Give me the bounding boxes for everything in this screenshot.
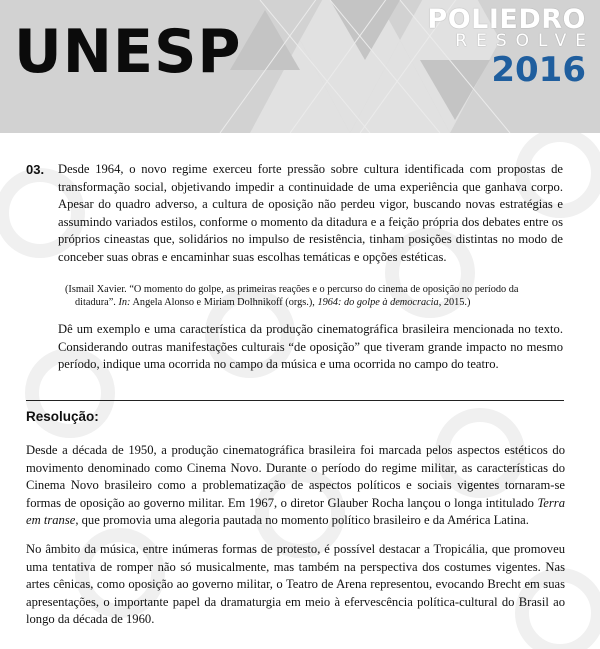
- citation-book-title: 1964: do golpe à democracia: [317, 297, 439, 309]
- page-header: [0, 0, 600, 133]
- brand-logo: [427, 4, 595, 90]
- resolution-paragraph-1: Desde a década de 1950, a produção cinematográfica brasileira foi marcada pelos aspectos estéticos do movimento denominado como Cinema Novo. Durante o período do regime militar, as características do Cinema Novo brasileiro como a problematização de aspectos políticos e sociais vigentes tornaram-se formas de oposição ao governo militar. Em 1967, o diretor Glauber Rocha lançou o longa intitulado Terra em transe, que promovia uma alegoria pautada no momento político brasileiro e da América Latina.: [26, 443, 565, 528]
- exam-title: UNESP: [14, 17, 242, 87]
- exam-year: 2016: [491, 50, 586, 90]
- brand-subtitle: RESOLVE: [455, 31, 595, 51]
- resolution-title: Resolução:: [26, 409, 99, 424]
- citation-line-1: (Ismail Xavier. “O momento do golpe, as primeiras reações e o percurso do cinema de oposição no período da: [65, 284, 519, 295]
- citation-line-2: ditadura”. In: Angela Alonso e Miriam Dolhnikoff (orgs.), 1964: do golpe à democracia, 2015.): [75, 297, 471, 309]
- section-divider: [26, 400, 564, 401]
- question-citation: [65, 283, 565, 309]
- question-prompt: Dê um exemplo e uma característica da produção cinematográfica brasileira mencionada no texto. Considerando outras manifestações culturais “de oposição” que tiveram grande impacto no mesmo período, indique uma ocorrida no campo da música e uma ocorrida no campo do teatro.: [58, 322, 563, 372]
- brand-name: POLIEDRO: [427, 4, 586, 35]
- film-title: Terra em transe: [26, 495, 565, 528]
- resolution-paragraph-2: No âmbito da música, entre inúmeras formas de protesto, é possível destacar a Tropicália, que promoveu uma tentativa de romper não só musicalmente, mas também na perspectiva dos costumes vigentes. Nas artes cênicas, como oposição ao governo militar, o Teatro de Arena representou, evocando Brecht em suas apresentações, o importante papel da dramaturgia em meio à efervescência política-cultural do Brasil ao longo da década de 1960.: [26, 542, 565, 627]
- question-text: Desde 1964, o novo regime exerceu forte pressão sobre cultura identificada com propostas de transformação social, objetivando impedir a continuidade de uma experiência que ganhava corpo. Apesar do quadro adverso, a cultura de oposição não perdeu vigor, buscando novas estratégias e assumindo variados estilos, conforme o momento da ditadura e a feição própria dos debates entre os próprios cineastas que, solidários no impulso de resistência, tinham posições distintas no modo de conceber suas obras e encaminhar suas escolhas temáticas e opções estéticas.: [58, 162, 563, 264]
- page-content: [0, 133, 600, 649]
- question-number: 03.: [26, 162, 45, 177]
